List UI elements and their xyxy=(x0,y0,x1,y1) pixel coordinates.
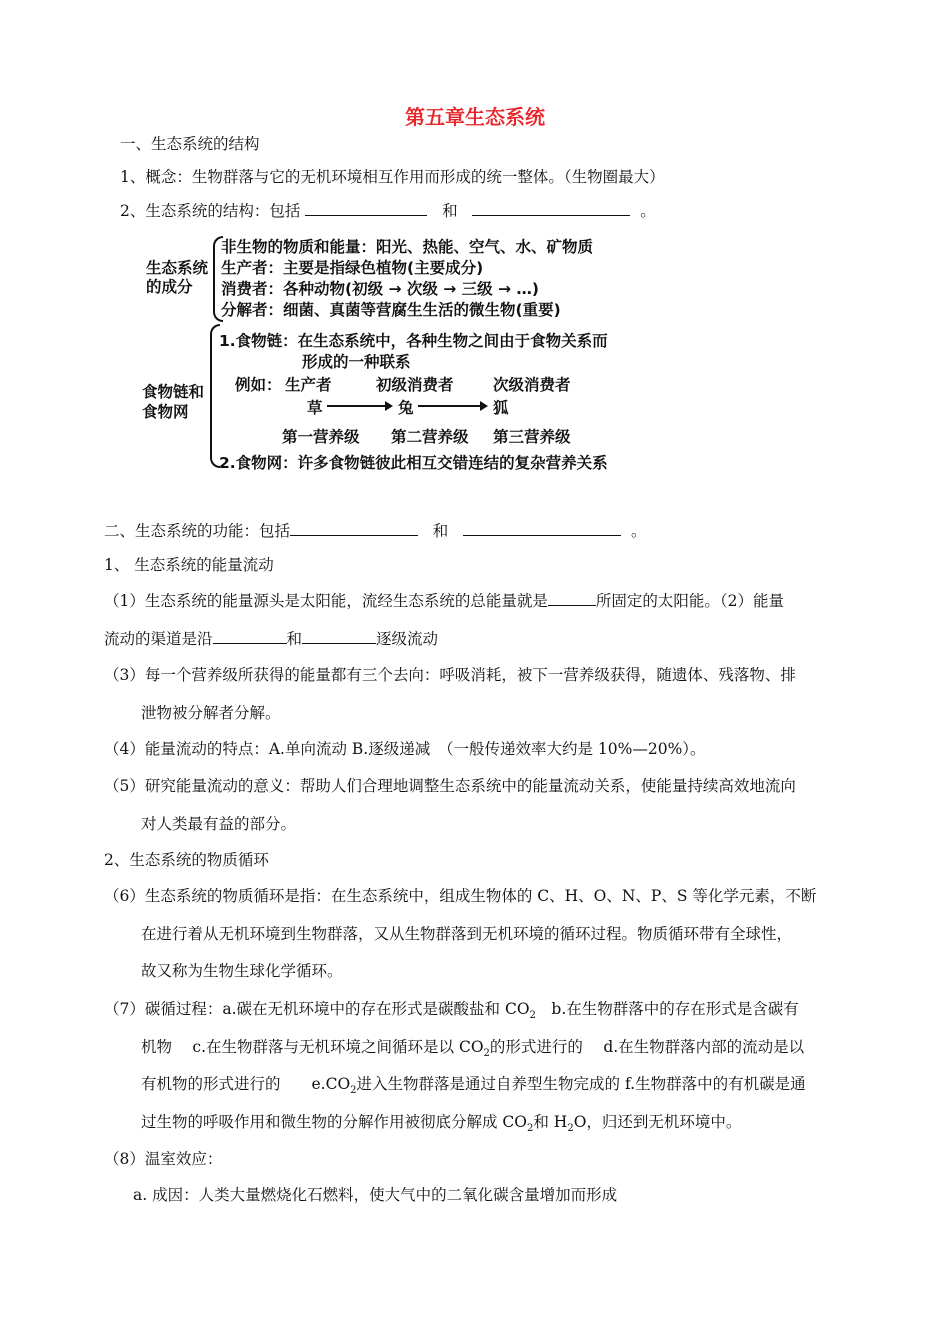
paragraph-7-line3 xyxy=(141,1072,806,1096)
paragraph-6-cont: 在进行着从无机环境到生物群落，又从生物群落到无机环境的循环过程。物质循环带有全球性， xyxy=(141,925,793,943)
paragraph-8-a: a. 成因：人类大量燃烧化石燃料，使大气中的二氧化碳含量增加而形成 xyxy=(133,1186,618,1204)
end-mark: 。 xyxy=(630,522,647,540)
paragraph-1 xyxy=(104,589,784,611)
section1-heading: 一、生态系统的结构 xyxy=(120,135,260,153)
paragraph-5-cont: 对人类最有益的部分。 xyxy=(141,815,297,833)
text: b.在生物群落中的存在形式是含碳有 xyxy=(535,1000,799,1018)
trophic-level-2: 第二营养级 xyxy=(391,428,469,446)
text: 过生物的呼吸作用和微生物的分解作用被彻底分解成 CO xyxy=(141,1113,527,1131)
page-title: 第五章生态系统 xyxy=(405,105,545,129)
text: 进入生物群落是通过自养型生物完成的 f.生物群落中的有机碳是通 xyxy=(356,1075,806,1093)
paragraph-3: （3）每一个营养级所获得的能量都有三个去向：呼吸消耗，被下一营养级获得，随遗体、残落物、排 xyxy=(104,666,796,684)
text: 流动的渠道是沿 xyxy=(104,630,213,648)
paragraph-6-end: 故又称为生物生球化学循环。 xyxy=(141,962,343,980)
subscript: 2 xyxy=(567,1123,574,1135)
paragraph-1-cont xyxy=(104,627,438,649)
role-producer: 生产者 xyxy=(285,376,332,394)
blank-field[interactable] xyxy=(548,590,596,606)
energy-flow-heading: 1、 生态系统的能量流动 xyxy=(104,556,274,574)
foodchain-label-2: 食物网 xyxy=(142,403,189,421)
subscript: 2 xyxy=(529,1010,536,1022)
text: （1）生态系统的能量源头是太阳能，流经生态系统的总能量就是 xyxy=(104,592,548,610)
subscript: 2 xyxy=(483,1048,490,1060)
trophic-level-1: 第一营养级 xyxy=(282,428,360,446)
text: 和 H xyxy=(533,1113,568,1131)
blank-field[interactable] xyxy=(290,520,418,536)
components-label-2: 的成分 xyxy=(146,278,193,296)
arrow-icon xyxy=(327,405,391,407)
blank-field[interactable] xyxy=(463,520,621,536)
components-label-1: 生态系统 xyxy=(146,259,209,277)
paragraph-3-cont: 泄物被分解者分解。 xyxy=(141,704,281,722)
subscript: 2 xyxy=(350,1085,357,1097)
foodchain-label-1: 食物链和 xyxy=(142,383,205,401)
foodchain-definition-cont: 形成的一种联系 xyxy=(302,353,411,371)
concept-line: 1、概念：生物群落与它的无机环境相互作用而形成的统一整体。（生物圈最大） xyxy=(120,168,665,186)
material-cycle-heading: 2、生态系统的物质循环 xyxy=(104,851,269,869)
blank-field[interactable] xyxy=(213,628,287,644)
component-row: 分解者：细菌、真菌等营腐生生活的微生物(重要) xyxy=(221,301,561,319)
foodweb-definition: 2.食物网：许多食物链彼此相互交错连结的复杂营养关系 xyxy=(219,454,608,472)
and-word: 和 xyxy=(432,522,449,540)
section2-heading xyxy=(104,519,646,541)
arrow-icon xyxy=(418,405,486,407)
subscript: 2 xyxy=(527,1123,534,1135)
text: 所固定的太阳能。（2）能量 xyxy=(595,592,784,610)
role-primary-consumer: 初级消费者 xyxy=(376,376,454,394)
paragraph-7-line4 xyxy=(141,1110,741,1134)
trophic-level-3: 第三营养级 xyxy=(493,428,571,446)
text: （7）碳循过程：a.碳在无机环境中的存在形式是碳酸盐和 CO xyxy=(104,1000,530,1018)
blank-field[interactable] xyxy=(302,628,376,644)
paragraph-8: （8）温室效应： xyxy=(104,1150,223,1168)
blank-field[interactable] xyxy=(472,200,630,216)
paragraph-4: （4）能量流动的特点：A.单向流动 B.逐级递减 （一般传递效率大约是 10%—20%）。 xyxy=(104,740,706,758)
component-row: 生产者：主要是指绿色植物(主要成分) xyxy=(221,259,484,277)
role-secondary-consumer: 次级消费者 xyxy=(493,376,571,394)
and-word: 和 xyxy=(442,202,458,220)
text: 的形式进行的 d.在生物群落内部的流动是以 xyxy=(489,1038,805,1056)
component-row: 消费者：各种动物(初级 → 次级 → 三级 → …) xyxy=(221,280,540,298)
text: 和 xyxy=(286,630,303,648)
paragraph-7 xyxy=(104,997,799,1021)
blank-field[interactable] xyxy=(305,200,427,216)
end-mark: 。 xyxy=(640,202,656,220)
example-label: 例如： xyxy=(235,376,282,394)
organism-grass: 草 xyxy=(307,399,323,417)
text: 有机物的形式进行的 e.CO xyxy=(141,1075,351,1093)
paragraph-7-line2 xyxy=(141,1035,804,1059)
structure-include: 包括 xyxy=(269,202,301,220)
text: 逐级流动 xyxy=(376,630,439,648)
text: O，归还到无机环境中。 xyxy=(573,1113,742,1131)
structure-line xyxy=(120,199,656,221)
paragraph-6: （6）生态系统的物质循环是指：在生态系统中，组成生物体的 C、H、O、N、P、S 等化学元素，不断 xyxy=(104,887,817,905)
foodchain-definition: 1.食物链：在生态系统中，各种生物之间由于食物关系而 xyxy=(219,332,608,350)
component-row: 非生物的物质和能量：阳光、热能、空气、水、矿物质 xyxy=(221,238,594,256)
text: 机物 c.在生物群落与无机环境之间循环是以 CO xyxy=(141,1038,484,1056)
organism-rabbit: 兔 xyxy=(398,399,414,417)
structure-label: 2、生态系统的结构： xyxy=(120,202,270,220)
paragraph-5: （5）研究能量流动的意义：帮助人们合理地调整生态系统中的能量流动关系，使能量持续高效地流向 xyxy=(104,777,796,795)
section2-label: 二、生态系统的功能：包括 xyxy=(104,522,291,540)
organism-fox: 狐 xyxy=(493,399,509,417)
